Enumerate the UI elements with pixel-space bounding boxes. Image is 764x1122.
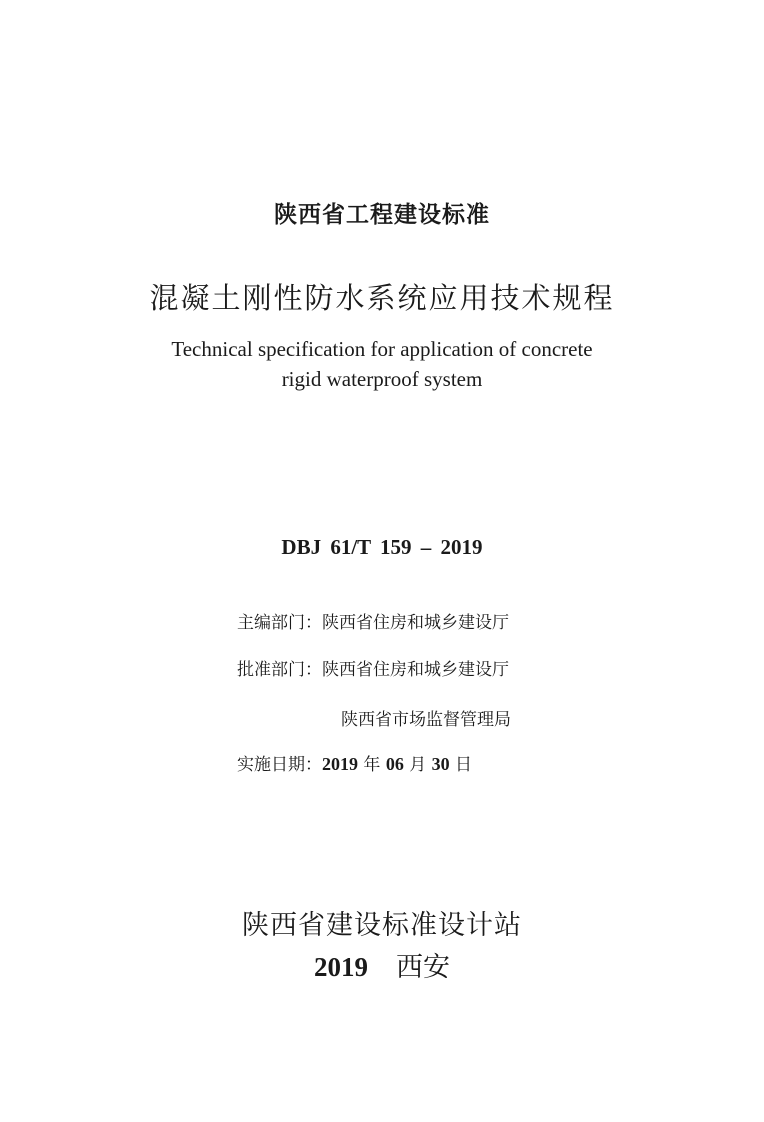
effective-day: 30 — [431, 754, 450, 774]
publisher: 陕西省建设标准设计站 — [242, 910, 522, 941]
day-unit: 日 — [449, 755, 473, 775]
month-unit: 月 — [403, 755, 432, 775]
standard-code: DBJ 61/T 159 – 2019 — [281, 535, 483, 559]
editor-label: 主编部门： — [237, 613, 322, 633]
document-title-chinese: 混凝土刚性防水系统应用技术规程 — [149, 281, 615, 315]
approver-value-2: 陕西省市场监督管理局 — [341, 710, 511, 730]
publish-city: 西安 — [396, 952, 450, 983]
publish-year: 2019 — [314, 952, 368, 982]
effective-date-label: 实施日期： — [237, 755, 322, 775]
title-english-line-1: Technical specification for application of concrete — [171, 337, 593, 361]
approver-row-2 — [341, 705, 511, 730]
series-title: 陕西省工程建设标准 — [274, 202, 490, 228]
effective-year: 2019 — [322, 754, 358, 774]
title-english-line-2: rigid waterproof system — [281, 367, 483, 391]
approver-label: 批准部门： — [237, 660, 322, 680]
publish-line — [0, 945, 764, 984]
year-unit: 年 — [358, 755, 386, 775]
approver-row — [237, 655, 509, 680]
approver-value-1: 陕西省住房和城乡建设厅 — [322, 660, 509, 680]
editor-row — [237, 608, 509, 633]
document-title-english — [0, 334, 764, 394]
effective-date-row — [237, 750, 472, 775]
editor-value: 陕西省住房和城乡建设厅 — [322, 613, 509, 633]
effective-month: 06 — [385, 754, 404, 774]
